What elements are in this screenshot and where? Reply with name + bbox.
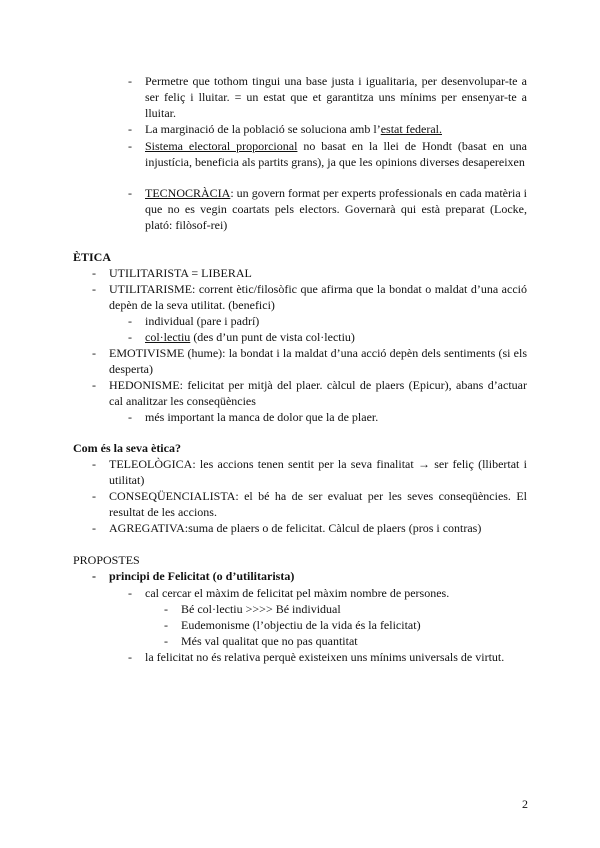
item-text: La marginació de la població se soluciona amb l’ xyxy=(145,122,381,136)
item-text: AGREGATIVA:suma de plaers o de felicitat. Càlcul de plaers (pros i contras) xyxy=(109,521,482,535)
bullet-dash: - xyxy=(92,521,96,535)
item-text: principi de Felicitat (o d’utilitarista) xyxy=(109,569,295,583)
item-text: Permetre que tothom tingui una base justa i igualitaria, per desenvolupar-te a ser feliç i lluitar. = un estat que et garantitza uns mínims per ensenyar-te a lluitar. xyxy=(145,74,527,120)
bullet-dash: - xyxy=(164,602,168,616)
bullet-dash: - xyxy=(128,586,132,600)
bullet-dash: - xyxy=(128,410,132,424)
list-item xyxy=(164,633,527,649)
item-text: individual (pare i padrí) xyxy=(145,314,260,328)
item-text: Més val qualitat que no pas quantitat xyxy=(181,634,358,648)
item-text: UTILITARISME: corrent ètic/filosòfic que afirma que la bondat o maldat d’una acció depèn de la seva utilitat. (benefici) xyxy=(109,282,527,312)
page-number: 2 xyxy=(522,797,528,811)
list-item xyxy=(128,585,527,601)
list-item xyxy=(128,138,527,170)
underlined-term: col·lectiu xyxy=(145,330,191,344)
list-item xyxy=(128,649,527,665)
bullet-dash: - xyxy=(164,618,168,632)
item-text: la felicitat no és relativa perquè existeixen uns mínims universals de virtut. xyxy=(145,650,505,664)
item-text: més important la manca de dolor que la de plaer. xyxy=(145,410,379,424)
list-item xyxy=(92,488,527,520)
underlined-term: Sistema electoral proporcional xyxy=(145,139,298,153)
list-item xyxy=(128,185,527,233)
bullet-dash: - xyxy=(128,122,132,136)
item-text: TELEOLÒGICA: les accions tenen sentit per la seva finalitat → ser feliç (llibertat i utilitat) xyxy=(109,457,527,487)
item-text: Eudemonisme (l’objectiu de la vida és la felicitat) xyxy=(181,618,421,632)
bullet-dash: - xyxy=(128,139,132,153)
item-text: cal cercar el màxim de felicitat pel màxim nombre de persones. xyxy=(145,586,450,600)
bullet-dash: - xyxy=(92,266,96,280)
bullet-dash: - xyxy=(128,186,132,200)
item-text: : un govern format per experts professionals en cada matèria i que no es vegin coartats pels electors. Governarà qui està preparat (Locke, plató: filòsof-rei) xyxy=(145,186,527,232)
list-item xyxy=(92,568,527,584)
item-text: UTILITARISTA = LIBERAL xyxy=(109,266,252,280)
list-item xyxy=(164,617,527,633)
underlined-term: TECNOCRÀCIA xyxy=(145,186,231,200)
list-item xyxy=(92,377,527,409)
list-item xyxy=(128,329,527,345)
list-item xyxy=(92,265,527,281)
item-text: no basat en la llei de Hondt (basat en una injustícia, beneficia als partits grans), ja que les opinions diverses desapereixen xyxy=(145,139,527,169)
list-item xyxy=(92,456,527,488)
list-item xyxy=(128,73,527,121)
bullet-dash: - xyxy=(92,457,96,471)
bullet-dash: - xyxy=(164,634,168,648)
section-heading-com: Com és la seva ètica? xyxy=(73,441,181,455)
bullet-dash: - xyxy=(128,74,132,88)
underlined-term: estat federal. xyxy=(380,122,442,136)
list-item xyxy=(92,345,527,377)
list-item xyxy=(92,520,527,536)
list-item xyxy=(164,601,527,617)
section-heading-etica: ÈTICA xyxy=(73,250,112,264)
bullet-dash: - xyxy=(92,282,96,296)
bullet-dash: - xyxy=(92,569,96,583)
section-heading-propostes: PROPOSTES xyxy=(73,553,140,567)
list-item xyxy=(128,121,527,137)
list-item xyxy=(128,409,527,425)
bullet-dash: - xyxy=(128,330,132,344)
bullet-dash: - xyxy=(128,650,132,664)
bullet-dash: - xyxy=(92,378,96,392)
list-item xyxy=(128,313,527,329)
bullet-dash: - xyxy=(92,346,96,360)
item-text: Bé col·lectiu >>>> Bé individual xyxy=(181,602,341,616)
bullet-dash: - xyxy=(92,489,96,503)
item-text: CONSEQÜENCIALISTA: el bé ha de ser evaluat per les seves conseqüències. El resultat de les accions. xyxy=(109,489,527,519)
item-text: HEDONISME: felicitat per mitjà del plaer. càlcul de plaers (Epicur), abans d’actuar cal analitzar les conseqüències xyxy=(109,378,527,408)
item-text: (des d’un punt de vista col·lectiu) xyxy=(190,330,355,344)
item-text: EMOTIVISME (hume): la bondat i la maldat d’una acció depèn dels sentiments (si els desperta) xyxy=(109,346,527,376)
bullet-dash: - xyxy=(128,314,132,328)
list-item xyxy=(92,281,527,313)
